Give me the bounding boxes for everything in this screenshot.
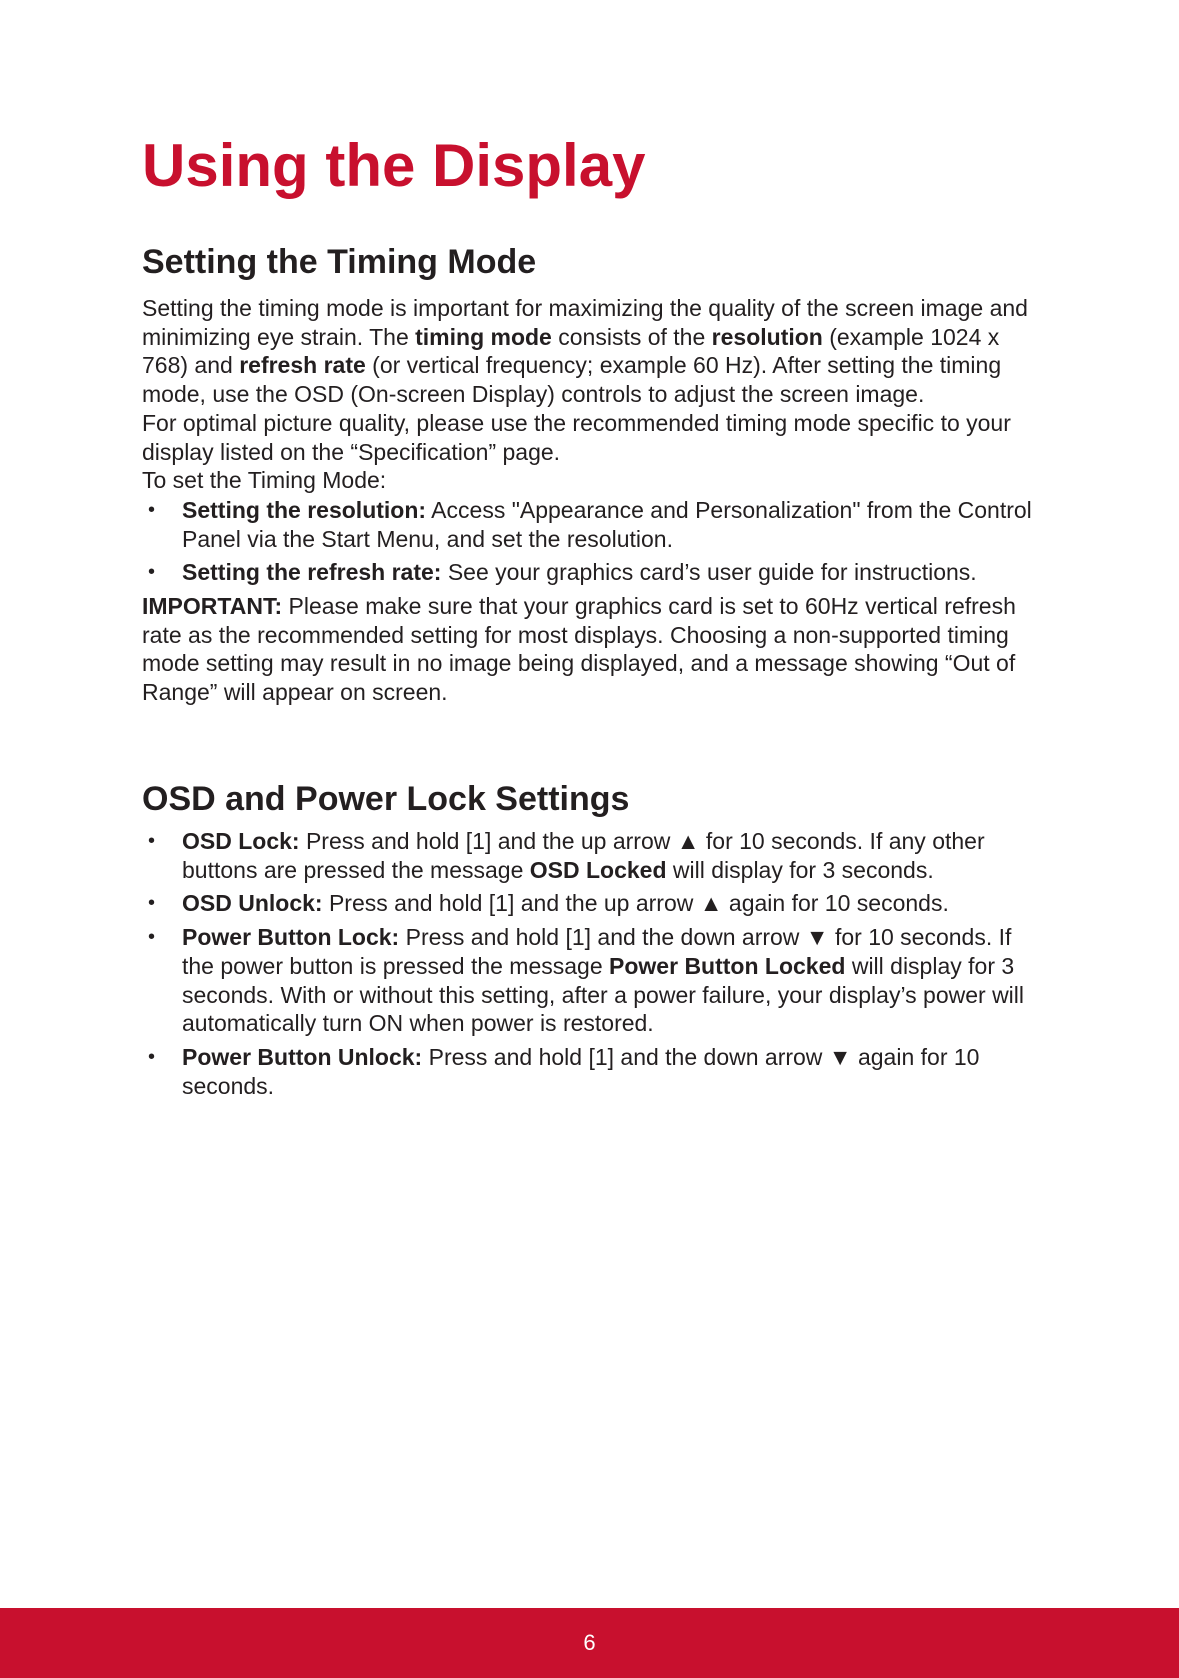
intro-text-3: (example 1024 x 768) and <box>142 323 1000 379</box>
page-number: 6 <box>583 1630 596 1655</box>
list-item <box>142 827 1042 884</box>
page-title: Using the Display <box>142 132 646 199</box>
bullet-icon: • <box>148 926 156 949</box>
important-label: IMPORTANT: <box>142 593 283 620</box>
bullet-label: OSD Unlock: <box>182 890 323 917</box>
intro-text-2: consists of the <box>551 323 712 350</box>
timing-intro-paragraph <box>142 294 1042 409</box>
list-item <box>142 923 1042 1038</box>
bullet-text: Press and hold [1] and the up arrow ▲ for 10 seconds. If any other buttons are pressed the message <box>182 828 985 883</box>
term-timing-mode: timing mode <box>415 323 552 350</box>
to-set-timing-mode: To set the Timing Mode: <box>142 467 387 494</box>
important-note <box>142 592 1042 707</box>
timing-steps-list <box>142 496 1042 587</box>
section-heading-osd-power-lock: OSD and Power Lock Settings <box>142 780 630 818</box>
list-item <box>142 558 1042 587</box>
term-refresh-rate: refresh rate <box>239 352 366 379</box>
optimal-quality-paragraph: For optimal picture quality, please use the recommended timing mode specific to your display listed on the “Specification” page. <box>142 409 1011 465</box>
intro-text-1: Setting the timing mode is important for maximizing the quality of the screen image and minimizing eye strain. The <box>142 295 1028 350</box>
message-power-button-locked: Power Button Locked <box>609 952 846 979</box>
timing-mode-section <box>142 240 1042 707</box>
bullet-icon: • <box>148 561 156 584</box>
list-item <box>142 496 1042 553</box>
bullet-text: Press and hold [1] and the down arrow ▼ again for 10 seconds. <box>182 1043 980 1099</box>
footer-bar <box>0 1608 1179 1678</box>
bullet-text: Press and hold [1] and the down arrow ▼ for 10 seconds. If the power button is pressed the message <box>182 924 1012 979</box>
osd-lock-list <box>142 827 1042 1100</box>
important-text: Please make sure that your graphics card is set to 60Hz vertical refresh rate as the recommended setting for most displays. Choosing a non-supported timing mode setting may result in no image being displayed, and a message showing “Out of Range” will appear on screen. <box>142 593 1016 706</box>
message-osd-locked: OSD Locked <box>529 856 667 883</box>
bullet-label: Setting the resolution: <box>182 496 427 523</box>
term-resolution: resolution <box>711 323 823 350</box>
intro-text-4: (or vertical frequency; example 60 Hz). After setting the timing mode, use the OSD (On-screen Display) controls to adjust the screen image. <box>142 352 1002 408</box>
bullet-label: Power Button Lock: <box>182 924 400 951</box>
list-item <box>142 1043 1042 1100</box>
bullet-text: Access "Appearance and Personalization" from the Control Panel via the Start Menu, and set the resolution. <box>182 496 1032 552</box>
bullet-label: Power Button Unlock: <box>182 1043 423 1070</box>
list-item <box>142 889 1042 918</box>
bullet-label: Setting the refresh rate: <box>182 559 442 586</box>
bullet-text: will display for 3 seconds. <box>666 856 934 883</box>
bullet-icon: • <box>148 1045 156 1068</box>
bullet-icon: • <box>148 830 156 852</box>
bullet-icon: • <box>148 892 156 915</box>
section-heading-timing-mode: Setting the Timing Mode <box>142 243 537 281</box>
bullet-icon: • <box>148 498 156 521</box>
bullet-label: OSD Lock: <box>182 828 300 854</box>
bullet-text: See your graphics card’s user guide for instructions. <box>441 559 977 586</box>
osd-power-lock-section <box>142 777 1042 1105</box>
bullet-text: Press and hold [1] and the up arrow ▲ again for 10 seconds. <box>322 890 949 917</box>
bullet-text: will display for 3 seconds. With or without this setting, after a power failure, your display’s power will automatically turn ON when power is restored. <box>182 952 1025 1037</box>
